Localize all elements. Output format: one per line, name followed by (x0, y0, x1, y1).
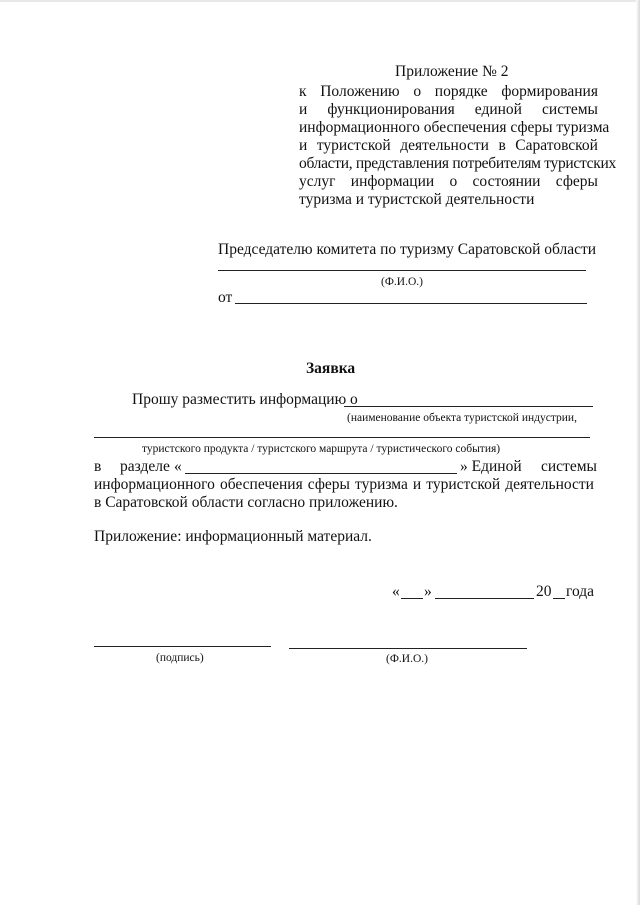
fio-caption: (Ф.И.О.) (381, 276, 423, 288)
signer-name-caption: (Ф.И.О.) (386, 653, 428, 665)
object-name-line (344, 406, 593, 407)
signature-line (94, 646, 271, 647)
annex-line-1: к Положению о порядке формирования (299, 83, 598, 100)
annex-line-4: и туристской деятельности в Саратовской (299, 137, 598, 154)
signature-caption: (подпись) (156, 652, 204, 664)
from-line (235, 303, 587, 304)
annex-title: Приложение № 2 (395, 63, 509, 80)
annex-line-7: туризма и туристской деятельности (299, 191, 535, 208)
object-caption-2: туристского продукта / туристского маршрута / туристического события) (142, 443, 501, 455)
request-text: Прошу разместить информацию о (132, 391, 358, 408)
section-line: в разделе « » Единой системы (94, 458, 597, 475)
body-line-3: в Саратовской области согласно приложению. (94, 494, 398, 511)
page-edge (0, 0, 640, 2)
body-line-2: информационного обеспечения сферы туризма и туристской деятельности (94, 476, 594, 493)
annex-line-5: области, представления потребителям туристских (299, 155, 616, 172)
annex-line-6: услуг информации о состоянии сферы (299, 173, 598, 190)
addressee-to: Председателю комитета по туризму Саратовской области (218, 241, 597, 258)
attachment-text: Приложение: информационный материал. (94, 528, 372, 545)
signer-name-line (289, 648, 527, 649)
page-edge-shadow (636, 0, 640, 905)
fio-line (218, 270, 586, 271)
section-name-line (185, 473, 457, 474)
form-title: Заявка (306, 360, 356, 377)
from-label: от (218, 289, 233, 306)
annex-line-3: информационного обеспечения сферы туризма (299, 119, 610, 136)
month-line (435, 598, 534, 599)
day-line (401, 598, 423, 599)
year-line (553, 598, 565, 599)
date-line: « » 20 года (392, 583, 595, 600)
annex-line-2: и функционирования единой системы (299, 101, 598, 118)
object-name-line-2 (94, 437, 590, 438)
object-caption-1: (наименование объекта туристской индустрии, (347, 412, 577, 424)
